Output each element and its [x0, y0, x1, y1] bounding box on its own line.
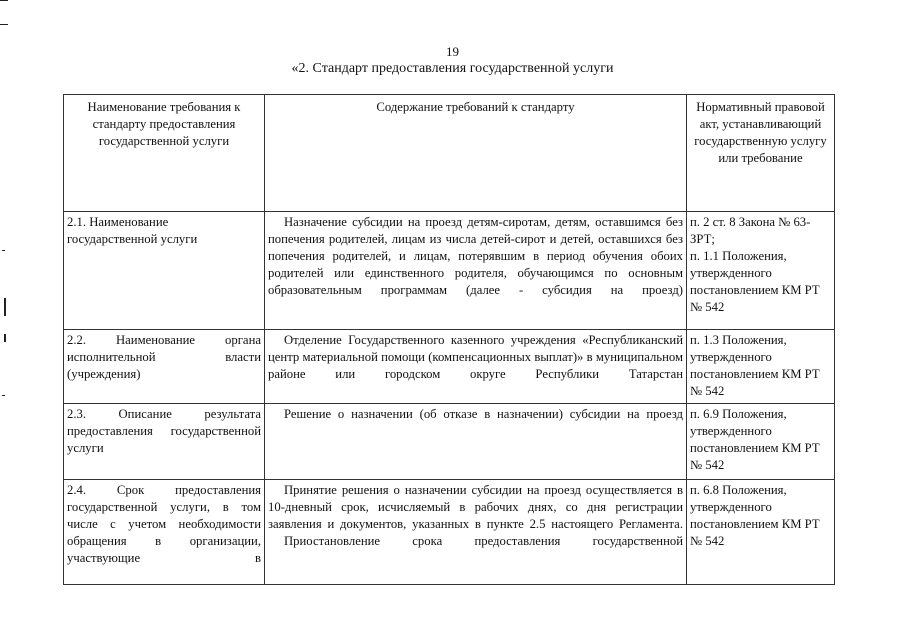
scan-edge-mark: [2, 395, 5, 396]
table-row: [64, 480, 835, 585]
legal-act-line: п. 1.3 Положения, утвержденного постановлением КМ РТ № 542: [690, 333, 820, 398]
legal-act-line: п. 1.1 Положения, утвержденного постановлением КМ РТ № 542: [690, 249, 820, 314]
scan-edge-mark: [4, 334, 6, 342]
scan-edge-mark: [0, 0, 8, 1]
content-paragraph: Приостановление срока предоставления государственной: [284, 534, 683, 548]
requirement-content-cell: Решение о назначении (об отказе в назначении) субсидии на проезд: [265, 404, 687, 480]
requirement-content-cell: Отделение Государственного казенного учреждения «Республиканский центр материальной помощи (компенсационных выплат)» в муниципальном районе или городском округе Республики Татарстан: [265, 330, 687, 404]
header-requirement-content: Содержание требований к стандарту: [265, 95, 687, 212]
legal-act-cell: [687, 480, 835, 585]
table-header-row: [64, 95, 835, 212]
header-requirement-name: Наименование требования к стандарту предоставления государственной услуги: [64, 95, 265, 212]
standard-table: [63, 94, 835, 640]
page-number: 19: [446, 44, 459, 59]
legal-act-line: п. 2 ст. 8 Закона № 63-ЗРТ;: [690, 215, 811, 246]
table-row: [64, 212, 835, 330]
scan-edge-mark: [4, 298, 6, 316]
requirement-content-cell: Назначение субсидии на проезд детям-сиротам, детям, оставшимся без попечения родителей, лицам из числа детей-сирот и детей, оставшихся без попечения родителей, и лицам, потерявшим в период обучения обоих родителей или единственного родителя, обучающимся по основным образовательным программам (далее - субсидия на проезд): [265, 212, 687, 330]
requirement-name-cell: 2.2. Наименование органа исполнительной власти (учреждения): [64, 330, 265, 404]
content-paragraph: Принятие решения о назначении субсидии на проезд осуществляется в 10-дневный срок, исчисляемый в рабочих днях, со дня регистрации заявления и документов, указанных в пункте 2.5 настоящего Регламента.: [268, 483, 683, 531]
requirement-name-cell: 2.1. Наименование государственной услуги: [64, 212, 265, 330]
scan-edge-mark: [0, 24, 8, 25]
requirement-name-cell: 2.4. Срок предоставления государственной услуги, в том числе с учетом необходимости обращения в организации, участвующие в: [64, 480, 265, 585]
table-row: [64, 404, 835, 480]
legal-act-cell: [687, 330, 835, 404]
requirement-content-cell: [265, 480, 687, 585]
legal-act-line: п. 6.8 Положения, утвержденного постановлением КМ РТ № 542: [690, 483, 820, 548]
legal-act-cell: [687, 404, 835, 480]
scan-edge-mark: [2, 250, 5, 251]
requirement-name-cell: 2.3. Описание результата предоставления государственной услуги: [64, 404, 265, 480]
header-legal-act: Нормативный правовой акт, устанавливающий государственную услугу или требование: [687, 95, 835, 212]
section-title: «2. Стандарт предоставления государственной услуги: [291, 61, 614, 76]
table-row: [64, 330, 835, 404]
legal-act-line: п. 6.9 Положения, утвержденного постановлением КМ РТ № 542: [690, 407, 820, 472]
legal-act-cell: [687, 212, 835, 330]
